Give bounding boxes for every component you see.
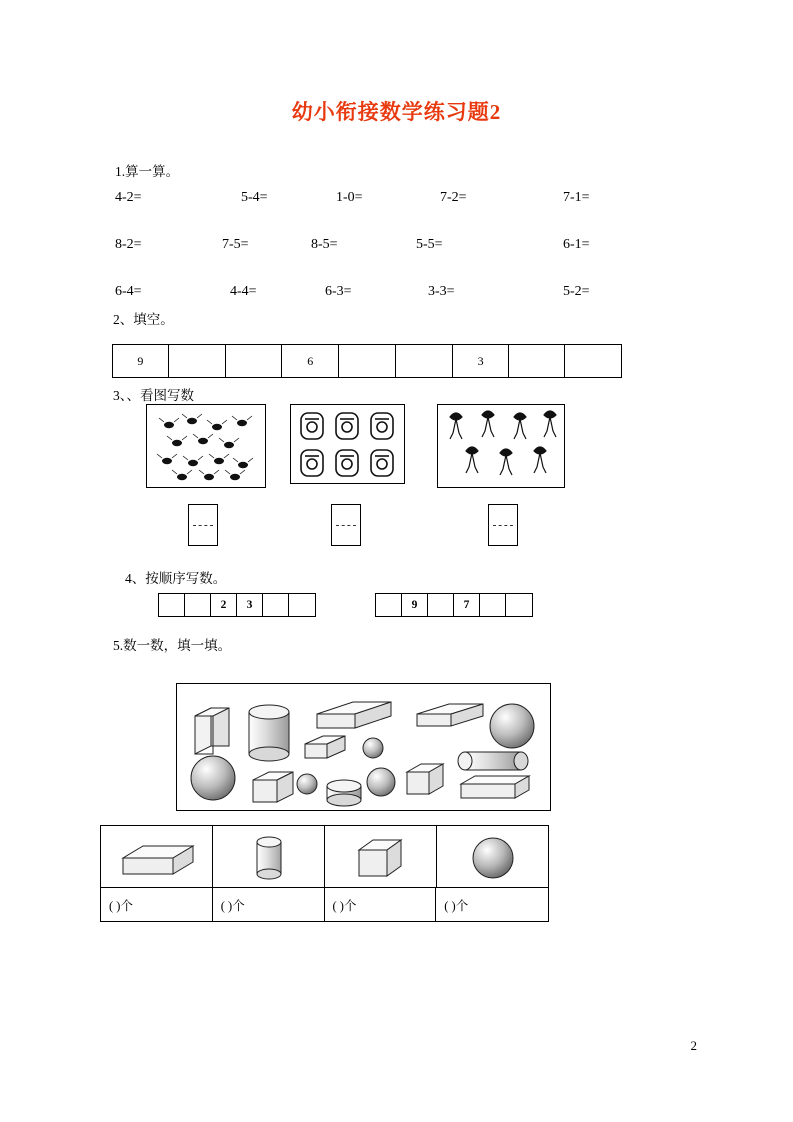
page-title: 幼小衔接数学练习题2: [291, 100, 502, 124]
order-left-cell-1[interactable]: [159, 594, 185, 616]
answer-box-bees[interactable]: [188, 504, 218, 546]
arith-item: 5-5=: [416, 237, 443, 252]
answer-cylinder-count[interactable]: ( )个: [213, 888, 325, 921]
order-right-cell-3[interactable]: [428, 594, 454, 616]
cell-shape-cuboid: [101, 826, 213, 887]
dashed-guide: [493, 525, 513, 526]
order-strip-right[interactable]: [375, 593, 533, 617]
order-right-cell-2[interactable]: 9: [402, 594, 428, 616]
sphere-icon: [297, 774, 317, 794]
section-1-label: 1.算一算。: [115, 164, 180, 179]
sphere-icon: [191, 756, 235, 800]
bees-icon: [147, 405, 266, 488]
cube-icon: [407, 764, 443, 794]
arith-item: 8-2=: [115, 237, 142, 252]
arith-item: 8-5=: [311, 237, 338, 252]
arith-item: 7-5=: [222, 237, 249, 252]
dashed-guide: [193, 525, 213, 526]
arith-item: 6-3=: [325, 284, 352, 299]
page-number: 2: [690, 1038, 697, 1053]
order-strip-left[interactable]: [158, 593, 316, 617]
cylinder-icon: [327, 780, 361, 806]
arith-item: 3-3=: [428, 284, 455, 299]
section-3-label: 3、、看图写数: [113, 388, 194, 403]
cuboid-icon: [317, 702, 391, 728]
answer-box-birds[interactable]: [488, 504, 518, 546]
order-right-cell-4[interactable]: 7: [454, 594, 480, 616]
arithmetic-row-3: [115, 284, 675, 304]
cylinder-icon: [213, 826, 325, 887]
shapes-scene: [176, 683, 551, 811]
strip-cell-3[interactable]: [226, 345, 283, 377]
arith-item: 1-0=: [336, 190, 363, 205]
cuboid-icon: [461, 776, 529, 798]
strip-cell-9[interactable]: [565, 345, 621, 377]
strip-cell-5[interactable]: [339, 345, 396, 377]
table-row-shapes: [101, 826, 548, 887]
arith-item: 4-4=: [230, 284, 257, 299]
answer-cube-count[interactable]: ( )个: [325, 888, 437, 921]
strip-cell-7[interactable]: 3: [453, 345, 510, 377]
sphere-icon: [490, 704, 534, 748]
arith-item: 4-2=: [115, 190, 142, 205]
order-left-cell-6[interactable]: [289, 594, 315, 616]
arith-item: 6-4=: [115, 284, 142, 299]
arith-item: 7-1=: [563, 190, 590, 205]
strip-cell-2[interactable]: [169, 345, 226, 377]
strip-cell-1[interactable]: 9: [113, 345, 169, 377]
order-right-cell-6[interactable]: [506, 594, 532, 616]
dashed-guide: [336, 525, 356, 526]
section-2-label: 2、填空。: [113, 312, 174, 327]
strip-cell-4[interactable]: 6: [282, 345, 339, 377]
cylinder-icon: [458, 752, 528, 770]
cuboid-icon: [101, 826, 213, 887]
section-5-label: 5.数一数，填一填。: [113, 638, 232, 653]
radios-picture-box: [290, 404, 405, 484]
cube-icon: [253, 772, 293, 802]
sphere-icon: [437, 826, 549, 887]
order-left-cell-3[interactable]: 2: [211, 594, 237, 616]
answer-cuboid-count[interactable]: ( )个: [101, 888, 213, 921]
number-fill-strip[interactable]: [112, 344, 622, 378]
arith-item: 6-1=: [563, 237, 590, 252]
order-left-cell-4[interactable]: 3: [237, 594, 263, 616]
birds-icon: [438, 405, 565, 488]
sphere-icon: [367, 768, 395, 796]
answer-sphere-count[interactable]: ( )个: [444, 898, 469, 913]
order-left-cell-5[interactable]: [263, 594, 289, 616]
shape-count-table: [100, 825, 549, 922]
sphere-icon: [363, 738, 383, 758]
arith-item: 5-2=: [563, 284, 590, 299]
table-row-answers: [101, 887, 548, 921]
cuboid-icon: [305, 736, 345, 758]
cell-shape-cube: [325, 826, 437, 887]
shapes-scene-svg: [177, 684, 552, 812]
arithmetic-row-1: [115, 190, 675, 210]
cylinder-icon: [249, 705, 289, 761]
order-left-cell-2[interactable]: [185, 594, 211, 616]
order-right-cell-5[interactable]: [480, 594, 506, 616]
arith-item: 5-4=: [241, 190, 268, 205]
cell-shape-cylinder: [213, 826, 325, 887]
birds-picture-box: [437, 404, 565, 488]
strip-cell-8[interactable]: [509, 345, 565, 377]
order-right-cell-1[interactable]: [376, 594, 402, 616]
cuboid-icon: [195, 708, 229, 754]
cuboid-icon: [417, 704, 483, 726]
strip-cell-6[interactable]: [396, 345, 453, 377]
bees-picture-box: [146, 404, 266, 488]
section-4-label: 4、按顺序写数。: [125, 571, 227, 586]
cell-shape-sphere: [437, 826, 549, 887]
arithmetic-row-2: [115, 237, 675, 257]
arith-item: 7-2=: [440, 190, 467, 205]
cube-icon: [325, 826, 437, 887]
radios-icon: [291, 405, 405, 484]
answer-box-radios[interactable]: [331, 504, 361, 546]
